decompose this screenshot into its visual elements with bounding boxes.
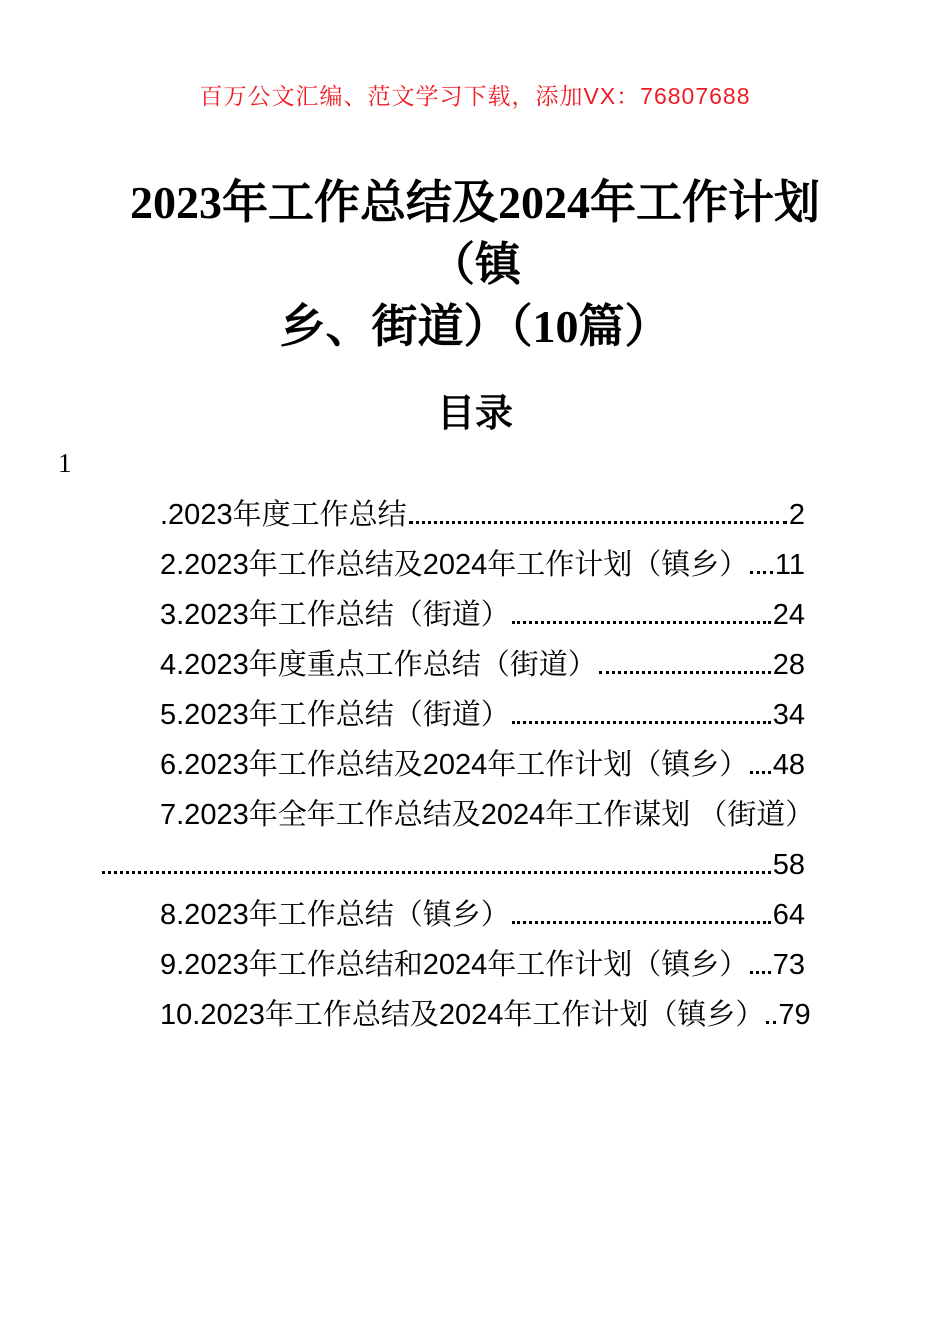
toc-entry [100,890,805,940]
toc-entry-page: 24 [772,599,805,631]
toc-entry-label: 4.2023年度重点工作总结（街道） [160,649,597,681]
toc-entry-page: 34 [772,699,805,731]
toc-entry [100,740,805,790]
document-title-line2: 乡、街道）（10篇） [279,301,671,352]
document-title-line1: 2023年工作总结及2024年工作计划 （镇 [130,177,820,290]
toc-entry [100,640,805,690]
toc-entry-page: 73 [772,949,805,981]
toc-entry [100,940,805,990]
toc-list [0,490,950,1040]
toc-entry-page: 2 [788,499,805,531]
toc-entry [100,540,805,590]
toc-heading: 目录 [436,393,513,435]
toc-entry [100,790,815,840]
toc-entry-page: 11 [774,549,805,581]
toc-entry-label: 6.2023年工作总结及2024年工作计划（镇乡） [160,749,749,781]
toc-entry [100,590,805,640]
toc-leader-dots [599,671,771,674]
toc-entry-page: 58 [772,849,805,881]
toc-orphan-number: 1 [58,448,72,478]
toc-leader-dots [766,1021,776,1024]
toc-entry-label: 3.2023年工作总结（街道） [160,599,510,631]
toc-entry [100,840,805,890]
toc-leader-dots [512,921,771,924]
toc-entry-label: 10.2023年工作总结及2024年工作计划（镇乡） [160,999,765,1031]
promo-header-text: 百万公文汇编、范文学习下载，添加VX：76807688 [199,83,751,109]
toc-entry [100,490,805,540]
toc-leader-dots [750,771,771,774]
toc-entry-page: 64 [772,899,805,931]
toc-entry-label: 5.2023年工作总结（街道） [160,699,510,731]
toc-leader-dots [512,621,771,624]
toc-leader-dots [512,721,771,724]
toc-leader-dots [750,571,773,574]
toc-entry-label: 7.2023年全年工作总结及2024年工作谋划 （街道） [160,799,815,831]
toc-entry-label: .2023年度工作总结 [160,499,407,531]
toc-entry-label: 8.2023年工作总结（镇乡） [160,899,510,931]
toc-entry [100,690,805,740]
toc-entry-label: 2.2023年工作总结及2024年工作计划（镇乡） [160,549,749,581]
document-title [0,172,950,358]
toc-leader-dots [409,521,787,524]
toc-entry-page: 28 [772,649,805,681]
toc-entry-label: 9.2023年工作总结和2024年工作计划（镇乡） [160,949,749,981]
toc-entry [100,990,811,1040]
toc-leader-dots [750,971,771,974]
toc-entry-page: 79 [778,999,811,1031]
toc-leader-dots [102,871,771,874]
toc-entry-page: 48 [772,749,805,781]
